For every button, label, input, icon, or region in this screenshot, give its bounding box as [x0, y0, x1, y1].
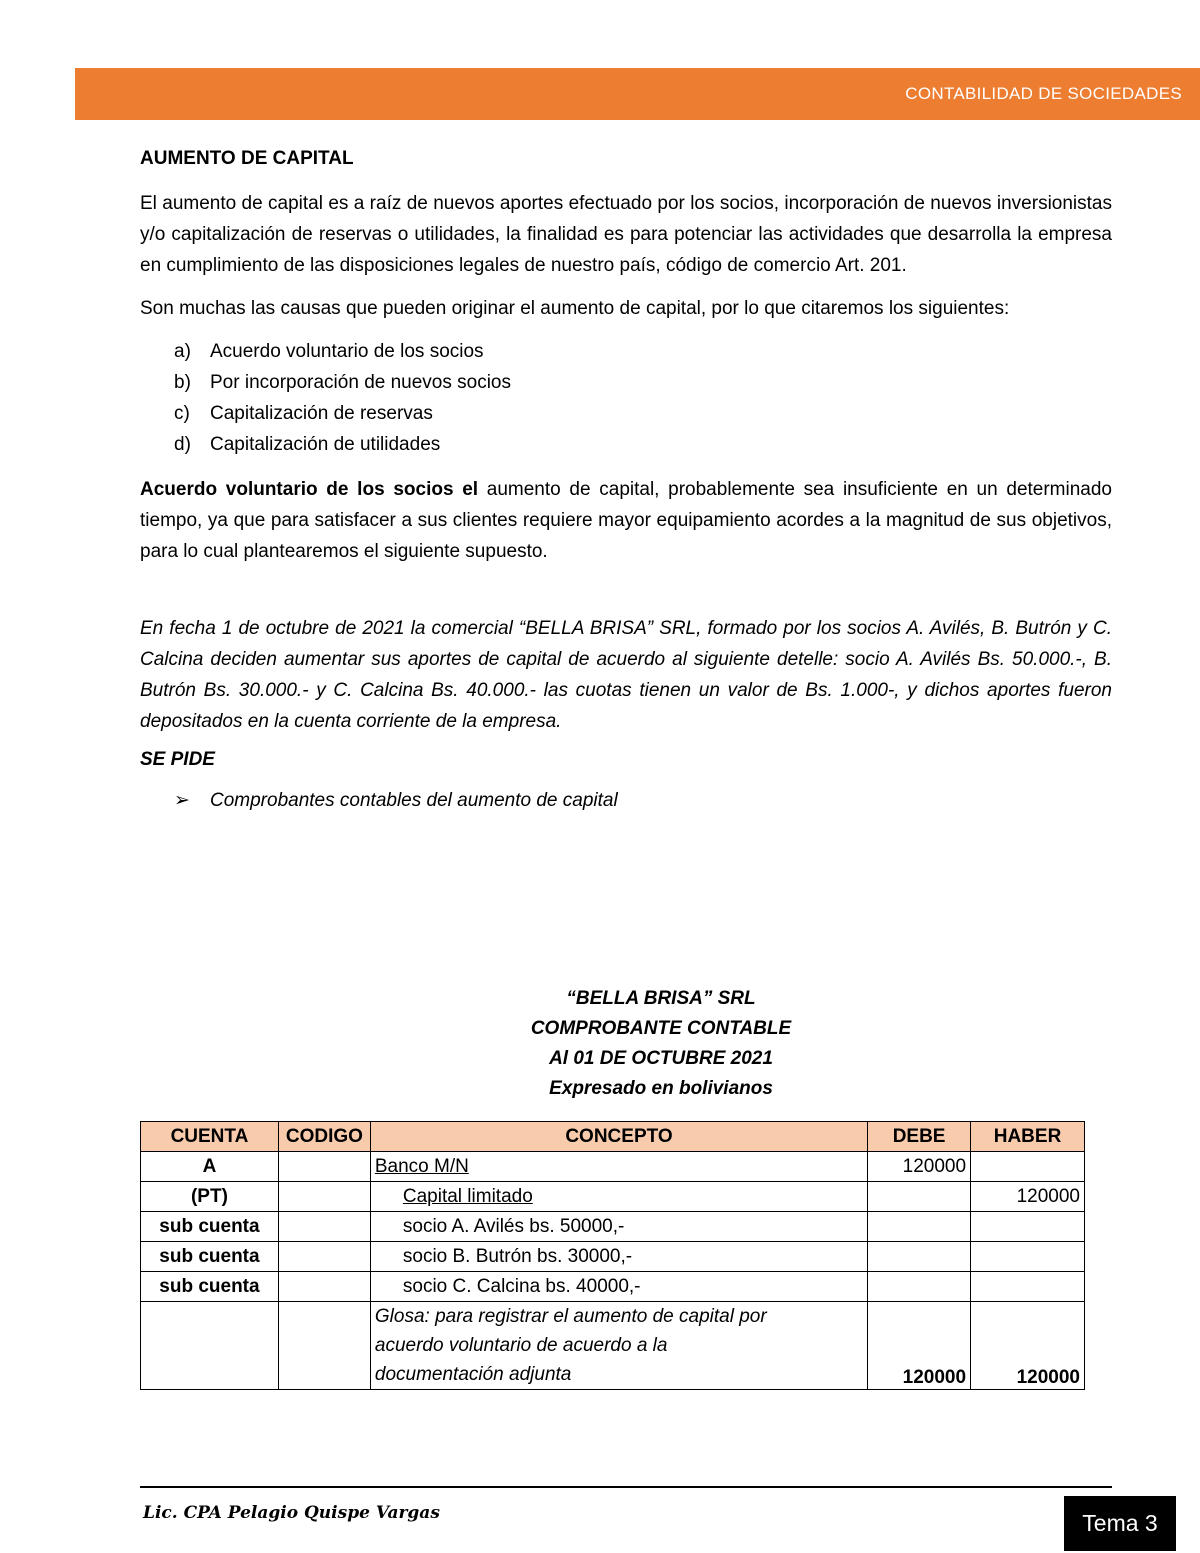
voucher-table	[140, 1121, 1085, 1390]
se-pide-heading: SE PIDE	[140, 749, 215, 770]
cell-cuenta: (PT)	[141, 1182, 279, 1212]
voluntary-lead: Acuerdo voluntario de los socios el	[140, 479, 479, 500]
main-content	[140, 148, 1112, 812]
gloss-row	[141, 1302, 1085, 1390]
cell-codigo	[278, 1212, 370, 1242]
cell-codigo	[278, 1302, 370, 1390]
cell-haber	[971, 1212, 1085, 1242]
voucher-currency: Expresado en bolivianos	[549, 1078, 773, 1099]
list-item	[140, 336, 1112, 367]
concepto-text: socio C. Calcina bs. 40000,-	[402, 1275, 641, 1297]
cell-haber	[971, 1272, 1085, 1302]
cell-concepto	[370, 1212, 867, 1242]
cell-codigo	[278, 1242, 370, 1272]
voucher-date: Al 01 DE OCTUBRE 2021	[549, 1048, 773, 1069]
case-statement: En fecha 1 de octubre de 2021 la comercial “BELLA BRISA” SRL, formado por los socios A. Avilés, B. Butrón y C. Calcina deciden aumentar sus aportes de capital de acuerdo al siguiente detelle: socio A. Avilés Bs. 50.000.-, B. Butrón Bs. 30.000.- y C. Calcina Bs. 40.000.- las cuotas tienen un valor de Bs. 1.000-, y dichos aportes fueron depositados en la cuenta corriente de la empresa.	[140, 618, 1112, 732]
list-marker: b)	[174, 372, 191, 393]
voucher-title: COMPROBANTE CONTABLE	[530, 1018, 792, 1039]
intro-paragraph: El aumento de capital es a raíz de nuevos aportes efectuado por los socios, incorporación de nuevos inversionistas y/o capitalización de reservas o utilidades, la finalidad es para potenciar las actividades que desarrolla la empresa en cumplimiento de las disposiciones legales de nuestro país, código de comercio Art. 201.	[140, 193, 1112, 276]
voluntary-text: aumento de capital, probablemente sea insuficiente en un determinado tiempo, ya que para satisfacer a sus clientes requiere mayor equipamiento acordes a la magnitud de sus objetivos, para lo cual plantearemos el siguiente supuesto.	[140, 479, 1112, 562]
footer-author: Lic. CPA Pelagio Quispe Vargas	[143, 1503, 440, 1523]
table-row	[141, 1212, 1085, 1242]
list-marker: a)	[174, 341, 191, 362]
footer-divider	[140, 1486, 1112, 1488]
table-row	[141, 1182, 1085, 1212]
cell-codigo	[278, 1152, 370, 1182]
causes-intro: Son muchas las causas que pueden originar el aumento de capital, por lo que citaremos los siguientes:	[140, 298, 1010, 319]
cell-haber	[971, 1242, 1085, 1272]
table-row	[141, 1152, 1085, 1182]
column-header-cuenta: CUENTA	[141, 1122, 279, 1152]
cell-cuenta: A	[141, 1152, 279, 1182]
cell-codigo	[278, 1272, 370, 1302]
cell-debe	[868, 1242, 971, 1272]
column-header-haber: HABER	[971, 1122, 1085, 1152]
requirement-text: Comprobantes contables del aumento de capital	[210, 789, 618, 811]
concepto-text: socio B. Butrón bs. 30000,-	[402, 1245, 633, 1267]
voucher-header	[140, 984, 1182, 1104]
section-title: AUMENTO DE CAPITAL	[140, 148, 354, 169]
cell-debe	[868, 1212, 971, 1242]
requirement-item	[140, 789, 1112, 812]
cell-cuenta: sub cuenta	[141, 1272, 279, 1302]
gloss-line: documentación adjunta	[374, 1364, 572, 1385]
header-title: CONTABILIDAD DE SOCIEDADES	[905, 84, 1182, 103]
arrow-bullet-icon: ➢	[174, 790, 190, 811]
list-item-text: Capitalización de reservas	[210, 403, 433, 424]
concepto-text: Banco M/N	[374, 1155, 469, 1177]
list-item	[140, 367, 1112, 398]
voluntary-paragraph	[140, 474, 1112, 567]
column-header-concepto: CONCEPTO	[370, 1122, 867, 1152]
debe-total: 120000	[868, 1302, 971, 1390]
cell-debe	[868, 1272, 971, 1302]
cell-cuenta: sub cuenta	[141, 1212, 279, 1242]
cell-concepto	[370, 1182, 867, 1212]
cell-concepto	[370, 1152, 867, 1182]
company-name: “BELLA BRISA” SRL	[566, 988, 756, 1009]
gloss-line: acuerdo voluntario de acuerdo a la	[374, 1335, 668, 1356]
concepto-text: socio A. Avilés bs. 50000,-	[402, 1215, 625, 1237]
list-item-text: Capitalización de utilidades	[210, 434, 441, 455]
cell-codigo	[278, 1182, 370, 1212]
column-header-codigo: CODIGO	[278, 1122, 370, 1152]
table-row	[141, 1242, 1085, 1272]
cell-concepto	[370, 1272, 867, 1302]
list-marker: c)	[174, 403, 190, 424]
cell-concepto	[370, 1242, 867, 1272]
table-header-row	[141, 1122, 1085, 1152]
gloss-line: Glosa: para registrar el aumento de capital por	[374, 1306, 767, 1327]
topic-badge: Tema 3	[1064, 1496, 1176, 1551]
concepto-text: Capital limitado	[402, 1185, 533, 1207]
header-bar	[75, 68, 1200, 120]
causes-list	[140, 336, 1112, 460]
gloss-cell	[370, 1302, 867, 1390]
cell-cuenta: sub cuenta	[141, 1242, 279, 1272]
list-item	[140, 398, 1112, 429]
list-item-text: Acuerdo voluntario de los socios	[210, 341, 484, 362]
table-row	[141, 1272, 1085, 1302]
cell-haber	[971, 1152, 1085, 1182]
cell-haber: 120000	[971, 1182, 1085, 1212]
cell-debe: 120000	[868, 1152, 971, 1182]
cell-debe	[868, 1182, 971, 1212]
list-item-text: Por incorporación de nuevos socios	[210, 372, 512, 393]
cell-cuenta	[141, 1302, 279, 1390]
list-marker: d)	[174, 434, 191, 455]
column-header-debe: DEBE	[868, 1122, 971, 1152]
haber-total: 120000	[971, 1302, 1085, 1390]
list-item	[140, 429, 1112, 460]
